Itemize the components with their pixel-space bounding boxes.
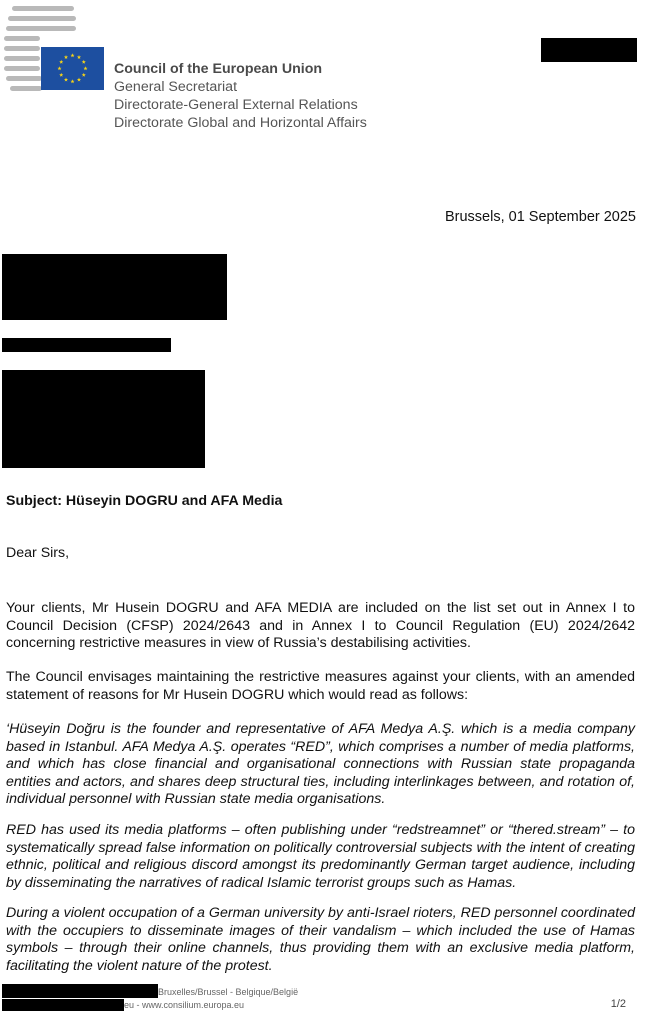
footer-city: Bruxelles/Brussel - Belgique/België — [158, 987, 299, 997]
redaction-footer-address — [2, 984, 158, 998]
eu-flag-icon — [41, 47, 104, 90]
page-number: 1/2 — [610, 998, 626, 1010]
organisation-block — [114, 60, 367, 132]
letter-date: Brussels, 01 September 2025 — [444, 209, 636, 225]
org-line-dg-external-relations: Directorate-General External Relations — [114, 97, 358, 113]
paragraph-statement-reasons-1: ‘Hüseyin Doğru is the founder and representative of AFA Medya A.Ş. which is a media company based in Istanbul. AFA Medya A.Ş. operates “RED”, which comprises a number of media platforms, and which has close financial and organisational connections with Russian state propaganda entities and actors, and shares deep structural ties, including interlinkages between, and rotation of, individual personnel with Russian state media organisations. — [6, 721, 635, 808]
paragraph-statement-reasons-2: RED has used its media platforms – often publishing under “redstreamnet” or “thered.stream” – to systematically spread false information on politically controversial subjects with the intent of creating ethnic, political and religious discord amongst its predominantly German target audience, including by disseminating the narratives of radical Islamic terrorist groups such as Hamas. — [6, 822, 635, 891]
redaction-footer-contact — [2, 999, 124, 1011]
paragraph-statement-reasons-3: During a violent occupation of a German university by anti-Israel rioters, RED personnel coordinated with the occupiers to disseminate images of their vandalism – which included the use of Hamas symbols – through their online channels, thus providing them with an exclusive media platform, facilitating the violent nature of the protest. — [6, 905, 635, 974]
eu-flag-stars — [41, 47, 104, 90]
org-line-general-secretariat: General Secretariat — [114, 79, 238, 95]
redaction-recipient-name — [2, 254, 227, 320]
org-name: Council of the European Union — [114, 61, 323, 77]
salutation: Dear Sirs, — [6, 545, 70, 561]
redaction-reference — [541, 38, 637, 62]
org-line-directorate: Directorate Global and Horizontal Affairs — [114, 115, 367, 131]
redaction-recipient-line — [2, 338, 171, 352]
letter-subject: Subject: Hüseyin DOGRU and AFA Media — [6, 493, 283, 509]
redaction-recipient-address — [2, 370, 205, 468]
paragraph-amended-statement: The Council envisages maintaining the restrictive measures against your clients, with an amended statement of reasons for Mr Husein DOGRU which would read as follows: — [6, 669, 635, 703]
footer-website: eu - www.consilium.europa.eu — [124, 1000, 245, 1010]
paragraph-listing: Your clients, Mr Husein DOGRU and AFA MEDIA are included on the list set out in Annex I to Council Decision (CFSP) 2024/2643 and in Annex I to Council Regulation (EU) 2024/2642 concerning restrictive measures in view of Russia’s destabilising activities. — [6, 600, 635, 652]
